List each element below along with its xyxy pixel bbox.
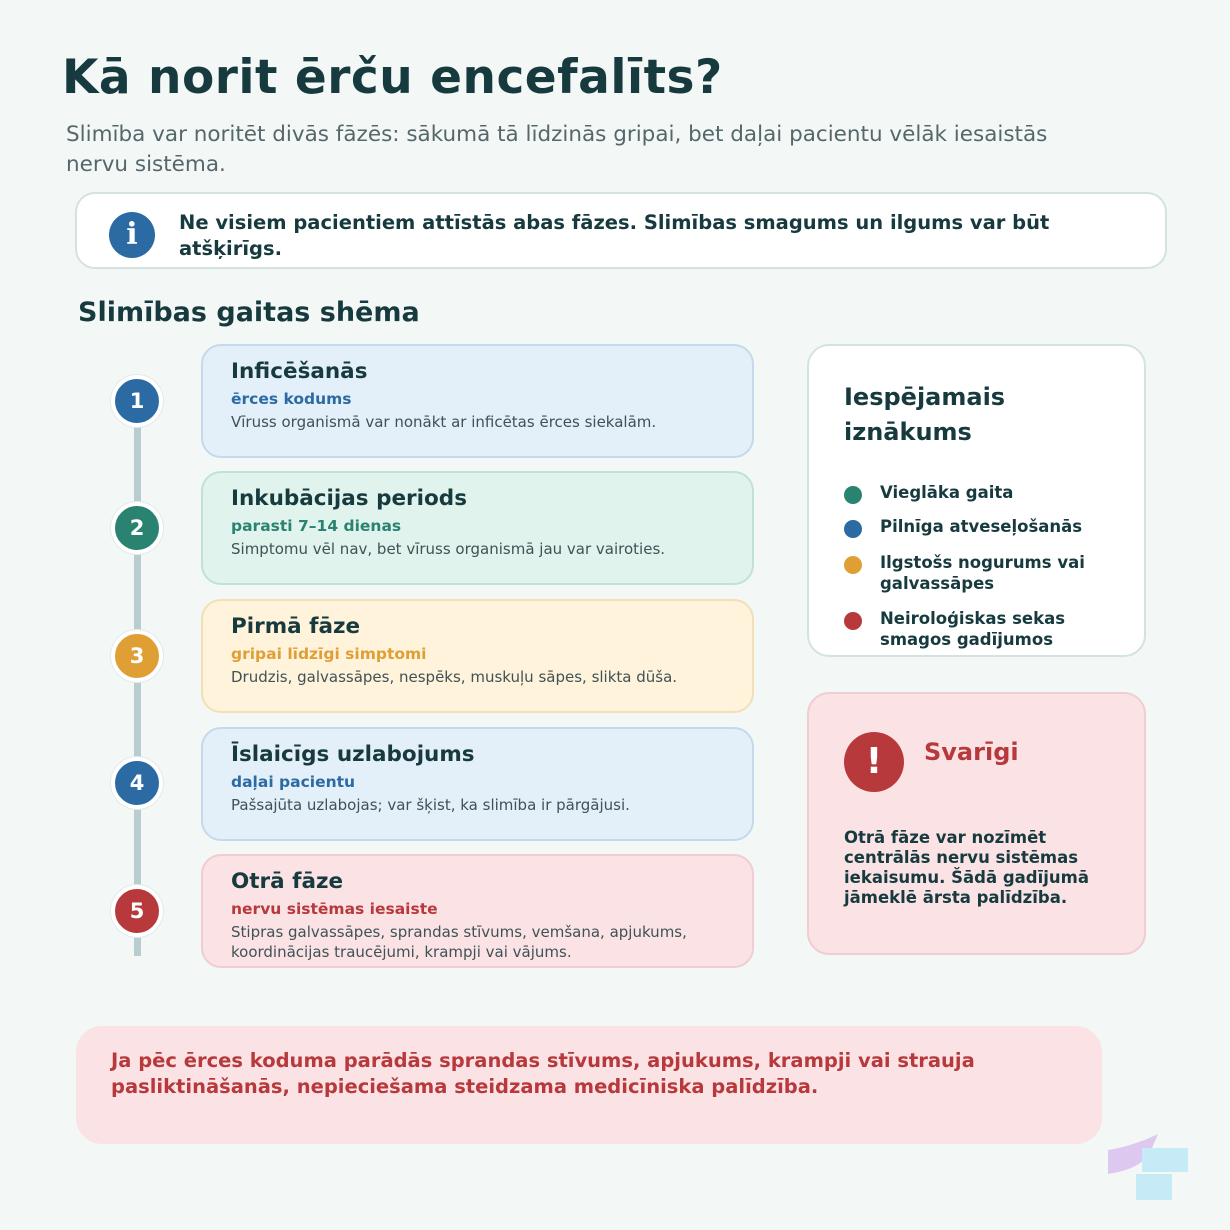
timeline-card [201, 599, 754, 713]
alert-banner [76, 1026, 1102, 1144]
step-description: Simptomu vēl nav, bet vīruss organismā jau var vairoties. [231, 540, 666, 558]
timeline-title: Slimības gaitas shēma [78, 297, 420, 328]
step-title: Īslaicīgs uzlabojums [231, 742, 475, 767]
page-subtitle: Slimība var noritēt divās fāzēs: sākumā tā līdzinās gripai, bet daļai pacientu vēlāk iesaistās nervu sistēma. [66, 122, 1048, 177]
step-subtitle: gripai līdzīgi simptomi [231, 645, 427, 663]
outcome-dot-icon [844, 612, 862, 630]
step-number-badge [111, 630, 163, 682]
step-description: Pašsajūta uzlabojas; var šķist, ka slimība ir pārgājusi. [231, 796, 630, 814]
step-description: Stipras galvassāpes, sprandas stīvums, vemšana, apjukums, koordinācijas traucējumi, krampji vai vājums. [231, 923, 687, 961]
step-subtitle: ērces kodums [231, 390, 352, 408]
step-number-badge [111, 375, 163, 427]
step-number: 1 [129, 389, 145, 413]
outcome-label: Pilnīga atveseļošanās [880, 517, 1083, 536]
alert-text: Ja pēc ērces koduma parādās sprandas stīvums, apjukums, krampji vai strauja pasliktināšanās, nepieciešama steidzama medicīniska palīdzība. [111, 1049, 975, 1098]
step-subtitle: parasti 7–14 dienas [231, 517, 402, 535]
timeline-card [201, 727, 754, 841]
outcome-dot-icon [844, 556, 862, 574]
step-number-badge [111, 757, 163, 809]
outcome-dot-icon [844, 486, 862, 504]
outcome-label: Neiroloģiskas sekas smagos gadījumos [880, 609, 1066, 649]
timeline-card [201, 344, 754, 458]
step-title: Otrā fāze [231, 869, 344, 894]
timeline-card [201, 854, 754, 968]
important-title: Svarīgi [924, 738, 1019, 766]
exclamation-icon: ! [844, 732, 904, 792]
outcome-title: Iespējamais iznākums [844, 383, 1006, 446]
page-title: Kā norit ērču encefalīts? [62, 50, 723, 105]
outcome-label: Ilgstošs nogurums vai galvassāpes [880, 553, 1085, 593]
step-title: Inkubācijas periods [231, 486, 467, 511]
step-number: 4 [129, 771, 145, 795]
step-subtitle: nervu sistēmas iesaiste [231, 900, 438, 918]
step-number: 2 [129, 516, 145, 540]
step-title: Inficēšanās [231, 359, 368, 384]
important-panel [807, 692, 1146, 955]
step-description: Drudzis, galvassāpes, nespēks, muskuļu sāpes, slikta dūša. [231, 668, 678, 686]
outcome-dot-icon [844, 520, 862, 538]
info-box [75, 192, 1167, 269]
step-subtitle: daļai pacientu [231, 773, 356, 791]
outcome-panel [807, 344, 1146, 657]
brand-logo-icon [1106, 1134, 1190, 1202]
step-number-badge [111, 502, 163, 554]
step-number: 3 [129, 644, 145, 668]
step-title: Pirmā fāze [231, 614, 361, 639]
timeline-card [201, 471, 754, 585]
step-description: Vīruss organismā var nonākt ar inficētas ērces siekalām. [231, 413, 657, 431]
info-text: Ne visiem pacientiem attīstās abas fāzes. Slimības smagums un ilgums var būt atšķirīgs. [179, 211, 1050, 260]
important-text: Otrā fāze var nozīmēt centrālās nervu sistēmas iekaisumu. Šādā gadījumā jāmeklē ārsta palīdzība. [844, 828, 1089, 907]
info-icon: i [109, 212, 155, 258]
step-number: 5 [129, 899, 145, 923]
step-number-badge [111, 885, 163, 937]
outcome-label: Vieglāka gaita [880, 483, 1014, 502]
